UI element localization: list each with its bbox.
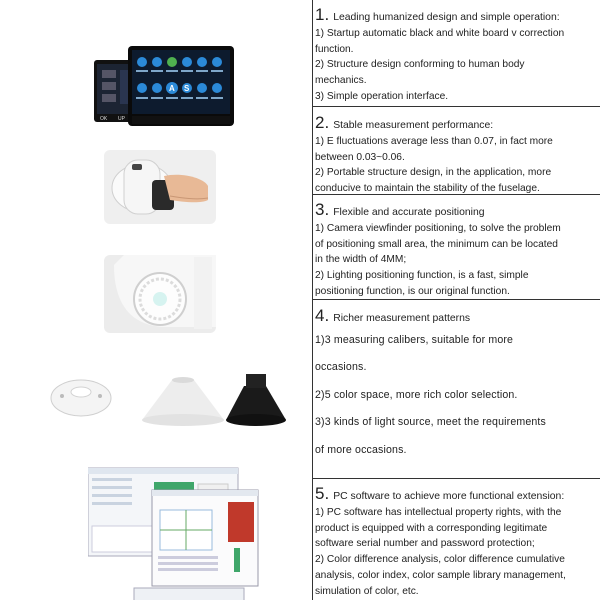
section-5-line: software serial number and password protection; (315, 538, 535, 550)
handheld-device-image (104, 150, 216, 224)
section-1-line: mechanics. (315, 75, 367, 87)
section-3-line: of positioning small area, the minimum can be located (315, 238, 558, 250)
section-5-line: product is equipped with a corresponding legitimate (315, 522, 548, 534)
row-divider-1 (312, 106, 600, 107)
pc-software-illustration (88, 466, 260, 600)
section-3-heading: Flexible and accurate positioning (333, 207, 485, 218)
back-screen-label: UP (118, 116, 125, 122)
device-screens-illustration (94, 44, 234, 130)
section-1-line: 3) Simple operation interface. (315, 90, 449, 102)
screen-glyph: S (184, 84, 190, 93)
section-4-line: 2)5 color space, more rich color selection. (315, 388, 518, 401)
section-3 (315, 197, 600, 300)
section-2-line: 2) Portable structure design, in the application, more (315, 167, 552, 179)
section-5-heading: PC software to achieve more functional extension: (333, 491, 565, 502)
aperture-image (104, 255, 216, 333)
section-2 (315, 110, 600, 197)
section-5 (315, 481, 600, 600)
section-2-line: between 0.03~0.06. (315, 151, 405, 163)
screen-glyph: A (169, 84, 175, 93)
section-2-line: 1) E fluctuations average less than 0.07, in fact more (315, 135, 553, 147)
section-4 (315, 303, 600, 464)
caliber-adapters-illustration (48, 368, 288, 428)
section-3-line: in the width of 4MM; (315, 254, 407, 266)
section-5-line: 1) PC software has intellectual property rights, with the (315, 506, 562, 518)
section-3-number: 3. (315, 200, 330, 219)
section-4-number: 4. (315, 306, 330, 325)
section-1-line: 2) Structure design conforming to human body (315, 59, 525, 71)
section-4-line: 1)3 measuring calibers, suitable for more (315, 333, 514, 346)
aperture-illustration (104, 255, 216, 333)
section-1-number: 1. (315, 5, 330, 24)
section-2-heading: Stable measurement performance: (333, 120, 494, 131)
caliber-adapters-image (48, 368, 288, 428)
section-3-line: positioning function, is our original function. (315, 285, 510, 297)
row-divider-4 (312, 478, 600, 479)
section-1-line: 1) Startup automatic black and white board v correction (315, 27, 565, 39)
section-5-number: 5. (315, 484, 330, 503)
section-3-line: 2) Lighting positioning function, is a fast, simple (315, 270, 529, 282)
section-2-number: 2. (315, 113, 330, 132)
section-1-heading: Leading humanized design and simple operation: (333, 12, 560, 23)
section-2-line: conducive to maintain the stability of the fuselage. (315, 183, 540, 195)
section-4-line: of more occasions. (315, 443, 407, 456)
section-4-heading: Richer measurement patterns (333, 313, 471, 324)
back-screen-label: OK (100, 116, 108, 122)
handheld-device-illustration (104, 150, 216, 224)
section-5-line: 2) Color difference analysis, color difference cumulative (315, 554, 565, 566)
column-divider (312, 0, 313, 600)
section-1-line: function. (315, 43, 354, 55)
section-4-line: 3)3 kinds of light source, meet the requirements (315, 416, 546, 429)
section-5-line: analysis, color index, color sample library management, (315, 569, 566, 581)
device-screen-image (94, 44, 234, 130)
pc-software-image (88, 466, 260, 600)
section-5-line: simulation of color, etc. (315, 585, 419, 597)
section-1 (315, 2, 600, 105)
section-4-line: occasions. (315, 361, 367, 374)
section-3-line: 1) Camera viewfinder positioning, to solve the problem (315, 222, 561, 234)
